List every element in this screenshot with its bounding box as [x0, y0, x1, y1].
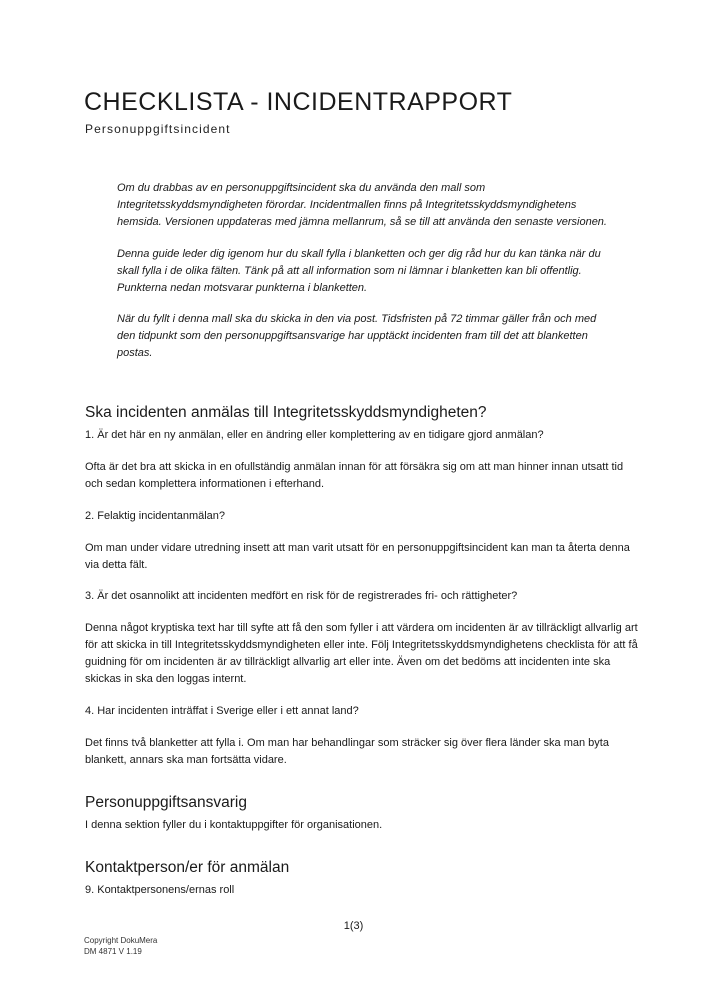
footer	[84, 936, 157, 957]
section-report-to-authority	[85, 403, 640, 769]
intro-paragraph: Denna guide leder dig igenom hur du skall fylla i blanketten och ger dig råd hur du kan tänka när du skall fylla i de olika fälten. Tänk på att all information som ni lämnar i blanketten kan bli offentlig. Punkterna nedan motsvarar punkterna i blanketten.	[117, 247, 601, 294]
section-paragraph: Om man under vidare utredning insett att man varit utsatt för en personuppgiftsincident kan man ta återta denna via detta fält.	[85, 541, 630, 571]
section-heading: Personuppgiftsansvarig	[85, 793, 247, 811]
document-title: CHECKLISTA - INCIDENTRAPPORT	[84, 88, 513, 116]
document-subtitle: Personuppgiftsincident	[85, 122, 231, 136]
section-heading: Kontaktperson/er för anmälan	[85, 858, 290, 876]
page-number: 1(3)	[343, 920, 364, 932]
section-paragraph: Ofta är det bra att skicka in en ofullständig anmälan innan för att försäkra sig om att man hinner innan utsatt tid och sedan komplettera informationen i efterhand.	[85, 460, 624, 490]
section-data-controller	[85, 793, 640, 834]
section-paragraph: 2. Felaktig incidentanmälan?	[85, 509, 226, 522]
section-heading: Ska incidenten anmälas till Integritetsskyddsmyndigheten?	[85, 404, 487, 421]
footer-copyright: Copyright DokuMera	[84, 936, 158, 945]
section-contact-persons	[85, 858, 640, 899]
intro-paragraph: När du fyllt i denna mall ska du skicka in den via post. Tidsfristen på 72 timmar gäller från och med den tidpunkt som den personuppgiftsansvarige har upptäckt incidenten fram till det att blanketten postas.	[117, 313, 597, 360]
section-paragraph: Denna något kryptiska text har till syfte att få den som fyller i att värdera om incidenten är av tillräckligt allvarlig art för att skicka in till Integritetsskyddsmyndigheten eller inte. Följ Integritetsskyddsmyndighetens checklista för att få guidning för om incidenten är av tillräckligt allvarlig art eller inte. Även om det bedöms att incidenten inte ska skickas in ska den loggas internt.	[85, 622, 638, 686]
section-paragraph: 1. Är det här en ny anmälan, eller en ändring eller komplettering av en tidigare gjord anmälan?	[85, 429, 544, 441]
intro-paragraph: Om du drabbas av en personuppgiftsincident ska du använda den mall som Integritetsskyddsmyndigheten förordar. Incidentmallen finns på Integritetsskyddsmyndighetens hemsida. Versionen uppdateras med jämna mellanrum, så se till att använda den senaste versionen.	[117, 182, 607, 228]
section-paragraph: Det finns två blanketter att fylla i. Om man har behandlingar som sträcker sig över flera länder ska man byta blankett, annars ska man fortsätta vidare.	[85, 736, 609, 766]
footer-doc-id: DM 4871 V 1.19	[84, 946, 142, 956]
main-content	[85, 403, 640, 899]
intro-block	[117, 180, 607, 377]
section-paragraph: I denna sektion fyller du i kontaktuppgifter för organisationen.	[85, 818, 383, 831]
section-paragraph: 3. Är det osannolikt att incidenten medfört en risk för de registrerades fri- och rättigheter?	[85, 590, 518, 603]
section-paragraph: 4. Har incidenten inträffat i Sverige eller i ett annat land?	[85, 704, 359, 717]
section-paragraph: 9. Kontaktpersonens/ernas roll	[85, 883, 235, 896]
